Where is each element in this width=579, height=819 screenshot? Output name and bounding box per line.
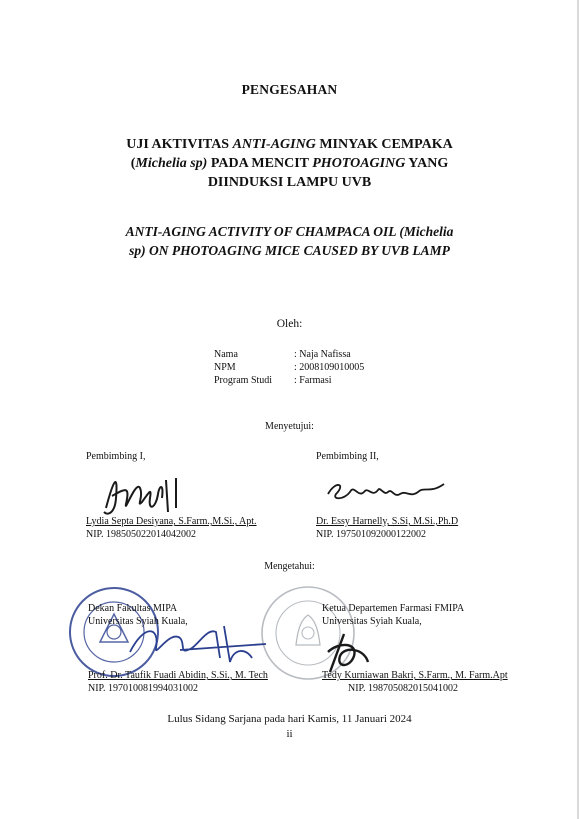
advisor1-nip: NIP. 198505022014042002 bbox=[86, 529, 197, 540]
page-heading: PENGESAHAN bbox=[241, 82, 338, 97]
dean-role-1: Dekan Fakultas MIPA bbox=[88, 603, 178, 614]
approved-label: Menyetujui: bbox=[265, 421, 314, 432]
info-row-name bbox=[214, 348, 368, 361]
advisor2-role: Pembimbing II, bbox=[316, 451, 379, 462]
title-id-line-2: (Michelia sp) PADA MENCIT PHOTOAGING YANG bbox=[130, 156, 449, 171]
npm-value: : 2008109010005 bbox=[294, 362, 365, 373]
title-indonesian bbox=[0, 135, 579, 192]
title-english bbox=[0, 222, 579, 260]
npm-label: NPM bbox=[214, 362, 236, 373]
title-en-line-2: sp) ON PHOTOAGING MICE CAUSED BY UVB LAMP bbox=[129, 243, 450, 258]
page-number: ii bbox=[286, 728, 293, 740]
name-value: : Naja Nafissa bbox=[294, 349, 351, 360]
dean-signature bbox=[120, 618, 270, 668]
info-row-npm bbox=[214, 361, 368, 374]
dean-role-2: Universitas Syiah Kuala, bbox=[88, 616, 188, 627]
advisor1-signature bbox=[96, 468, 206, 522]
head-role-1: Ketua Departemen Farmasi FMIPA bbox=[322, 603, 465, 614]
by-label: Oleh: bbox=[276, 318, 303, 330]
title-en-line-1: ANTI-AGING ACTIVITY OF CHAMPACA OIL (Michelia bbox=[125, 224, 454, 239]
student-info bbox=[214, 348, 368, 387]
name-label: Nama bbox=[214, 349, 238, 360]
head-name: Tedy Kurniawan Bakri, S.Farm., M. Farm.Apt bbox=[322, 670, 508, 681]
advisor2-nip: NIP. 197501092000122002 bbox=[316, 529, 427, 540]
dean-name: Prof. Dr. Taufik Fuadi Abidin, S.Si., M. Tech bbox=[88, 670, 268, 681]
title-id-line-1: UJI AKTIVITAS ANTI-AGING MINYAK CEMPAKA bbox=[126, 137, 453, 152]
graduation-statement: Lulus Sidang Sarjana pada hari Kamis, 11 Januari 2024 bbox=[167, 713, 412, 725]
advisor2-signature bbox=[322, 470, 452, 510]
dean-nip: NIP. 197010081994031002 bbox=[88, 683, 199, 694]
head-nip: NIP. 198705082015041002 bbox=[348, 683, 459, 694]
head-role-2: Universitas Syiah Kuala, bbox=[322, 616, 422, 627]
acknowledged-label: Mengetahui: bbox=[264, 561, 315, 572]
title-id-line-3: DIINDUKSI LAMPU UVB bbox=[207, 175, 372, 190]
advisor1-name: Lydia Septa Desiyana, S.Farm.,M.Si., Apt. bbox=[86, 516, 257, 527]
info-row-prodi bbox=[214, 374, 368, 387]
prodi-label: Program Studi bbox=[214, 375, 273, 386]
prodi-value: : Farmasi bbox=[294, 375, 332, 386]
advisor1-role: Pembimbing I, bbox=[86, 451, 146, 462]
advisor2-name: Dr. Essy Harnelly, S.Si, M.Si.,Ph.D bbox=[316, 516, 459, 527]
